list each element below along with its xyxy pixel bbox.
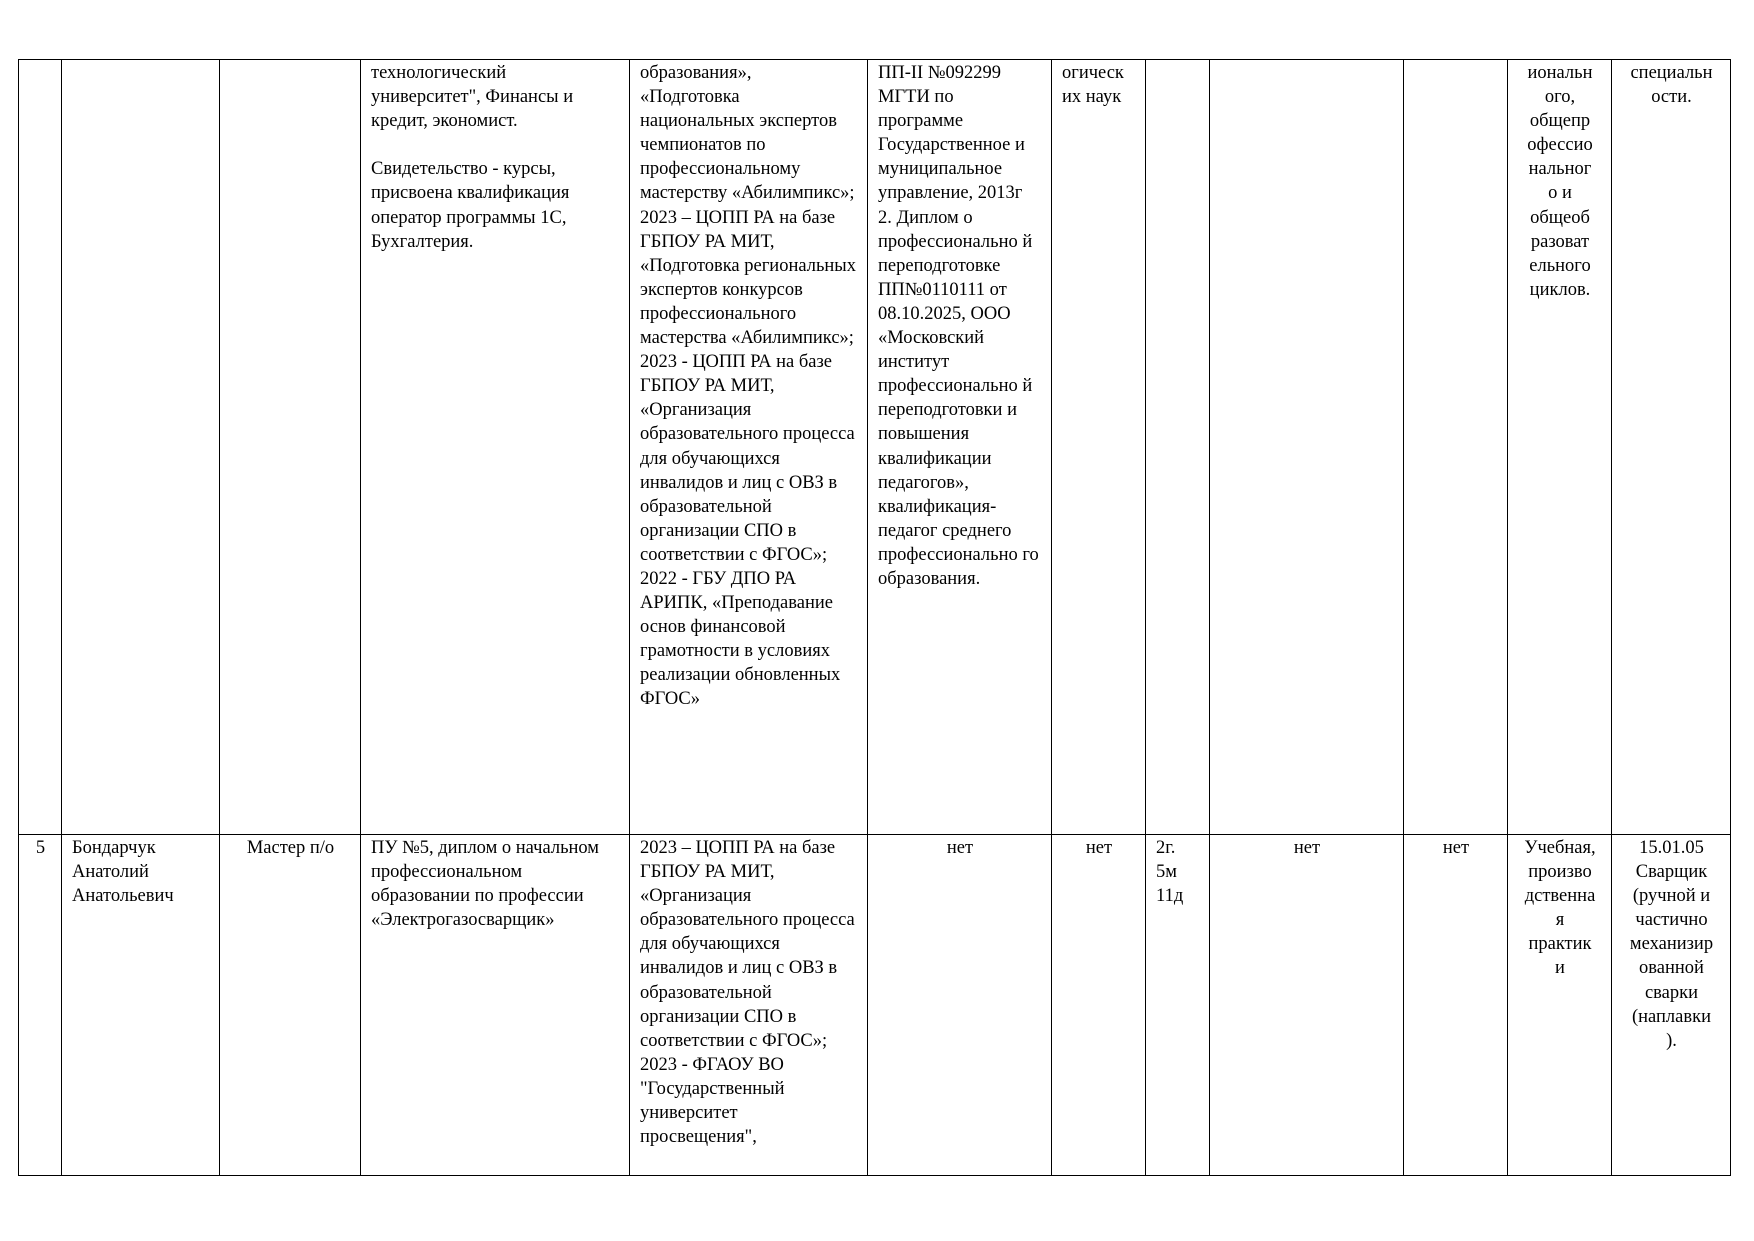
position: Мастер п/о <box>220 835 361 1176</box>
table-row <box>19 60 1731 835</box>
qualification-courses: 2023 – ЦОПП РА на базе ГБПОУ РА МИТ, «Организация образовательного процесса для обучающихся инвалидов и лиц с ОВЗ в образовательной организации СПО в соответствии с ФГОС»; 2023 - ФГАОУ ВО "Государственный университет просвещения", <box>630 835 868 1176</box>
table-row <box>19 835 1731 1176</box>
retraining: ПП-II №092299 МГТИ по программе Государственное и муниципальное управление, 2013г 2. Диплом о профессионально й переподготовке ПП№0110111 от 08.10.2025, ООО «Московский институт профессионально й переподготовки и повышения квалификации педагогов», квалификация-педагог среднего профессионально го образования. <box>868 60 1052 835</box>
experience: 2г. 5м 11д <box>1146 835 1210 1176</box>
full-name: Бондарчук Анатолий Анатольевич <box>62 835 220 1176</box>
specialty: 15.01.05 Сварщик (ручной и частично механизир ованной сварки (наплавки ). <box>1612 835 1731 1176</box>
category <box>1404 60 1508 835</box>
full-name <box>62 60 220 835</box>
qualification-courses: образования», «Подготовка национальных экспертов чемпионатов по профессиональному мастерству «Абилимпикс»; 2023 – ЦОПП РА на базе ГБПОУ РА МИТ, «Подготовка региональных экспертов конкурсов профессионального мастерства «Абилимпикс»; 2023 - ЦОПП РА на базе ГБПОУ РА МИТ, «Организация образовательного процесса для обучающихся инвалидов и лиц с ОВЗ в образовательной организации СПО в соответствии с ФГОС»; 2022 - ГБУ ДПО РА АРИПК, «Преподавание основ финансовой грамотности в условиях реализации обновленных ФГОС» <box>630 60 868 835</box>
position <box>220 60 361 835</box>
disciplines: иональн ого, общепр офессио нальног о и общеоб разоват ельного циклов. <box>1508 60 1612 835</box>
row-number <box>19 60 62 835</box>
education: ПУ №5, диплом о начальном профессиональном образовании по профессии «Электрогазосварщик» <box>361 835 630 1176</box>
retraining: нет <box>868 835 1052 1176</box>
academic-title <box>1210 60 1404 835</box>
specialty: специальн ости. <box>1612 60 1731 835</box>
academic-degree: нет <box>1052 835 1146 1176</box>
education: технологический университет", Финансы и кредит, экономист. Свидетельство - курсы, присвоена квалификация оператор программы 1С, Бухгалтерия. <box>361 60 630 835</box>
disciplines: Учебная, произво дственна я практик и <box>1508 835 1612 1176</box>
academic-degree: огическ их наук <box>1052 60 1146 835</box>
academic-title: нет <box>1210 835 1404 1176</box>
experience <box>1146 60 1210 835</box>
row-number: 5 <box>19 835 62 1176</box>
category: нет <box>1404 835 1508 1176</box>
staff-table <box>18 59 1731 1176</box>
